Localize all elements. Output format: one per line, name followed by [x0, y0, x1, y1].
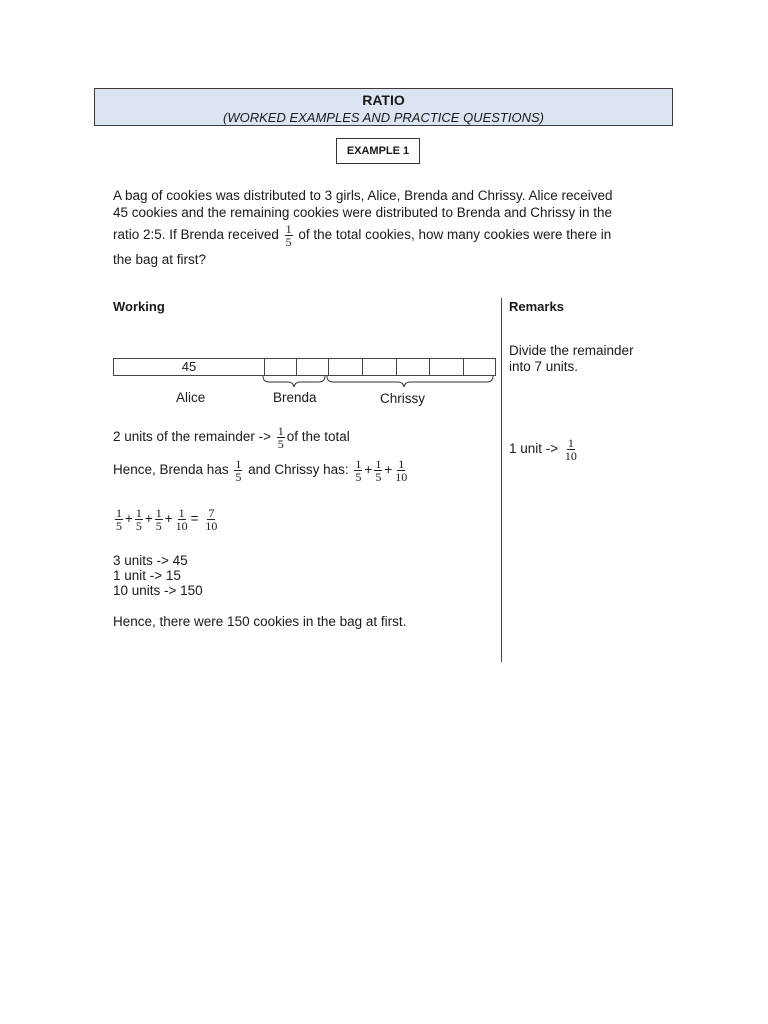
- fraction-numerator: 1: [178, 506, 185, 520]
- chrissy-fraction-3: [394, 458, 408, 483]
- sum-result-fraction: [204, 507, 218, 532]
- fraction-denominator: 10: [175, 519, 188, 533]
- step-text: 2 units of the remainder ->: [113, 429, 271, 445]
- remark-text: 1 unit ->: [509, 441, 559, 457]
- step-text: and Chrissy has:: [248, 462, 349, 478]
- example-label: EXAMPLE 1: [336, 138, 420, 164]
- plus-sign: +: [364, 462, 373, 478]
- unit-cell: [396, 359, 397, 375]
- plus-sign: +: [144, 511, 153, 527]
- step-fraction: [277, 425, 285, 450]
- fraction-sum: [113, 507, 220, 532]
- brenda-label: Brenda: [273, 390, 317, 405]
- step-brenda-chrissy: [113, 458, 410, 483]
- chrissy-fraction-1: [354, 458, 362, 483]
- fraction-numerator: 1: [567, 436, 574, 450]
- fraction-numerator: 7: [208, 506, 215, 520]
- sum-fraction-3: [155, 507, 163, 532]
- working-heading: Working: [113, 299, 165, 314]
- fraction-numerator: 1: [285, 222, 292, 236]
- column-divider: [501, 298, 502, 662]
- fraction-denominator: 5: [355, 470, 362, 484]
- plus-sign: +: [384, 462, 393, 478]
- question-line-1: A bag of cookies was distributed to 3 girls, Alice, Brenda and Chrissy. Alice received: [113, 188, 613, 203]
- fraction-numerator: 1: [355, 457, 362, 471]
- unit-cell: [328, 359, 329, 375]
- fraction-numerator: 1: [375, 457, 382, 471]
- remarks-heading: Remarks: [509, 299, 564, 314]
- equals-sign: =: [190, 511, 199, 527]
- remark-divide-line-2: into 7 units.: [509, 359, 579, 374]
- units-1: 1 unit -> 15: [113, 568, 181, 583]
- remark-fraction: [564, 437, 578, 462]
- question-line-3-end: of the total cookies, how many cookies were there in: [298, 227, 612, 243]
- alice-value: 45: [181, 359, 197, 374]
- page-subtitle: (WORKED EXAMPLES AND PRACTICE QUESTIONS): [223, 110, 544, 125]
- step-text: Hence, Brenda has: [113, 462, 229, 478]
- fraction-denominator: 5: [116, 519, 122, 533]
- unit-cell: [429, 359, 430, 375]
- brenda-brace: [263, 376, 325, 387]
- fraction-denominator: 5: [375, 470, 382, 484]
- fraction-numerator: 1: [277, 424, 284, 438]
- fraction-numerator: 1: [135, 506, 142, 520]
- fraction-denominator: 10: [564, 449, 577, 463]
- fraction-denominator: 5: [235, 470, 242, 484]
- remark-divide-line-1: Divide the remainder: [509, 343, 634, 358]
- remark-one-unit: [509, 437, 580, 462]
- fraction-denominator: 5: [277, 437, 284, 451]
- unit-cell: [463, 359, 464, 375]
- page-title: RATIO: [362, 92, 405, 108]
- plus-sign: +: [164, 511, 173, 527]
- chrissy-brace: [327, 376, 493, 387]
- unit-cell: [264, 359, 265, 375]
- units-3: 3 units -> 45: [113, 553, 188, 568]
- question-line-4: the bag at first?: [113, 252, 207, 267]
- sum-fraction-2: [135, 507, 143, 532]
- plus-sign: +: [125, 511, 133, 527]
- question-line-2: 45 cookies and the remaining cookies were distributed to Brenda and Chrissy in the: [113, 205, 613, 220]
- brenda-fraction: [234, 458, 242, 483]
- step-remainder: [113, 425, 350, 450]
- alice-label: Alice: [176, 390, 206, 405]
- unit-cell: [362, 359, 363, 375]
- question-fraction: [285, 223, 293, 248]
- unit-cell: [296, 359, 297, 375]
- conclusion-text: Hence, there were 150 cookies in the bag at first.: [113, 614, 407, 629]
- fraction-denominator: 10: [395, 470, 408, 484]
- fraction-numerator: 1: [116, 506, 122, 520]
- fraction-denominator: 10: [205, 519, 218, 533]
- chrissy-fraction-2: [374, 458, 382, 483]
- fraction-numerator: 1: [398, 457, 405, 471]
- chrissy-label: Chrissy: [380, 391, 426, 406]
- fraction-denominator: 5: [155, 519, 162, 533]
- sum-fraction-4: [175, 507, 189, 532]
- page-header: [94, 88, 673, 126]
- units-10: 10 units -> 150: [113, 583, 203, 598]
- sum-fraction-1: [115, 507, 123, 532]
- question-line-3: [113, 223, 611, 248]
- fraction-numerator: 1: [235, 457, 242, 471]
- fraction-numerator: 1: [155, 506, 162, 520]
- fraction-denominator: 5: [135, 519, 142, 533]
- model-bar: [113, 358, 496, 376]
- fraction-denominator: 5: [285, 235, 292, 249]
- step-text: of the total: [286, 429, 350, 445]
- question-line-3-start: ratio 2:5. If Brenda received: [113, 227, 279, 243]
